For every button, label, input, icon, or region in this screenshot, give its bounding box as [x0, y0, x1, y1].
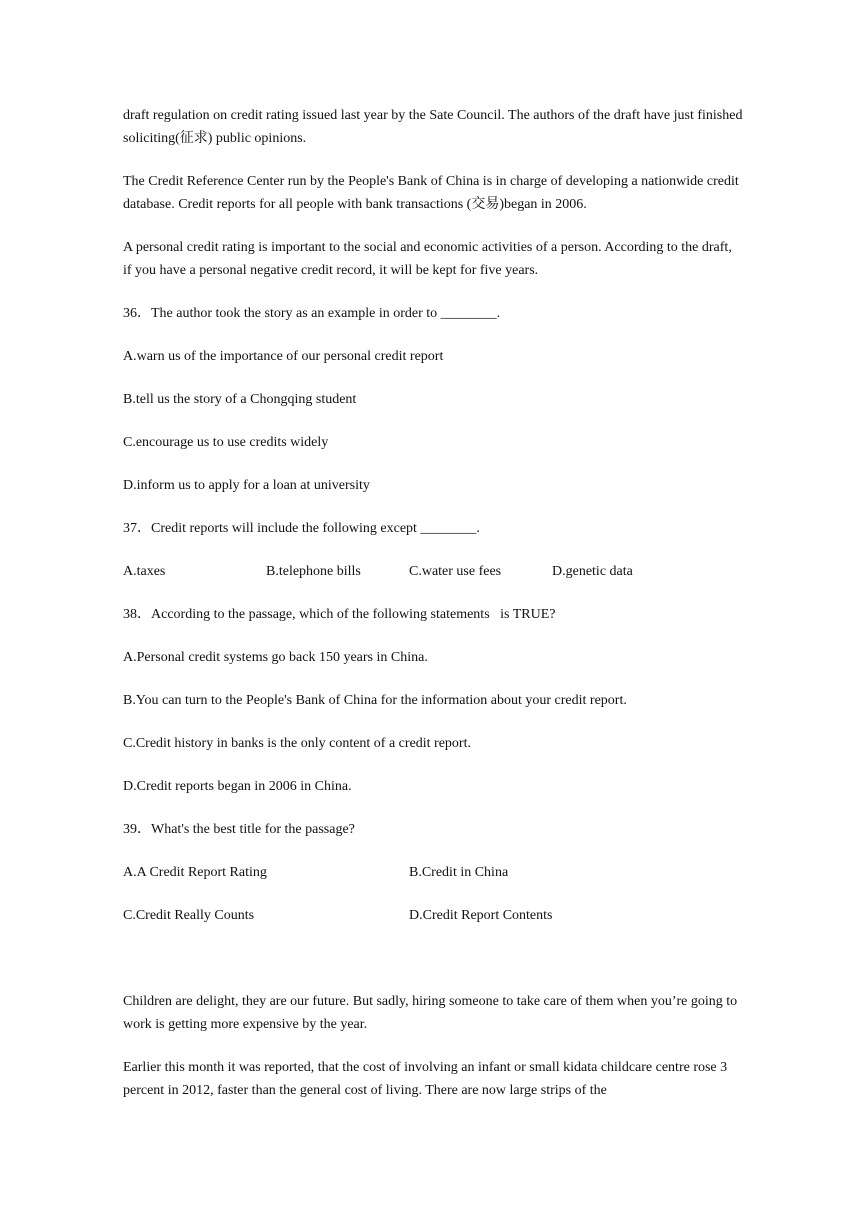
question-37-option-b: B.telephone bills — [266, 564, 361, 579]
question-39-option-a: A.A Credit Report Rating — [123, 865, 267, 880]
question-37-option-c: C.water use fees — [409, 564, 502, 579]
question-36-option-a: A.warn us of the importance of our personal credit report — [123, 349, 444, 364]
question-36-option-d: D.inform us to apply for a loan at university — [123, 478, 370, 493]
question-38-stem: 38．According to the passage, which of the following statements is TRUE? — [123, 607, 556, 622]
passage1-paragraph-1: draft regulation on credit rating issued last year by the Sate Council. The authors of the draft have just finished soliciting(征求) public opinions. — [123, 108, 743, 146]
question-37-stem: 37．Credit reports will include the following except ________. — [123, 521, 480, 536]
question-39-options-row-2 — [123, 904, 743, 927]
document-page — [123, 104, 743, 1102]
question-39-option-b: B.Credit in China — [409, 865, 509, 880]
question-38-option-c: C.Credit history in banks is the only content of a credit report. — [123, 736, 471, 751]
question-36-option-c: C.encourage us to use credits widely — [123, 435, 329, 450]
question-39-option-c: C.Credit Really Counts — [123, 908, 255, 923]
question-39-option-d: D.Credit Report Contents — [409, 908, 553, 923]
question-37-options — [123, 560, 743, 583]
question-39-stem: 39．What's the best title for the passage? — [123, 822, 355, 837]
passage1-paragraph-2: The Credit Reference Center run by the People's Bank of China is in charge of developing a nationwide credit database. Credit reports for all people with bank transactions (交易)began in 2006. — [123, 174, 739, 212]
question-36-option-b: B.tell us the story of a Chongqing student — [123, 392, 357, 407]
question-36-stem: 36．The author took the story as an example in order to ________. — [123, 306, 501, 321]
question-38-option-a: A.Personal credit systems go back 150 years in China. — [123, 650, 428, 665]
passage2-paragraph-2: Earlier this month it was reported, that the cost of involving an infant or small kidata childcare centre rose 3 percent in 2012, faster than the general cost of living. There are now large strips of the — [123, 1060, 728, 1098]
passage2-paragraph-1: Children are delight, they are our future. But sadly, hiring someone to take care of them when you’re going to work is getting more expensive by the year. — [123, 994, 738, 1032]
question-37-option-a: A.taxes — [123, 564, 166, 579]
question-39-options-row-1 — [123, 861, 743, 884]
question-38-option-d: D.Credit reports began in 2006 in China. — [123, 779, 352, 794]
passage1-paragraph-3: A personal credit rating is important to the social and economic activities of a person. According to the draft, if you have a personal negative credit record, it will be kept for five years. — [123, 240, 732, 278]
question-37-option-d: D.genetic data — [552, 564, 633, 579]
question-38-option-b: B.You can turn to the People's Bank of China for the information about your credit report. — [123, 693, 627, 708]
